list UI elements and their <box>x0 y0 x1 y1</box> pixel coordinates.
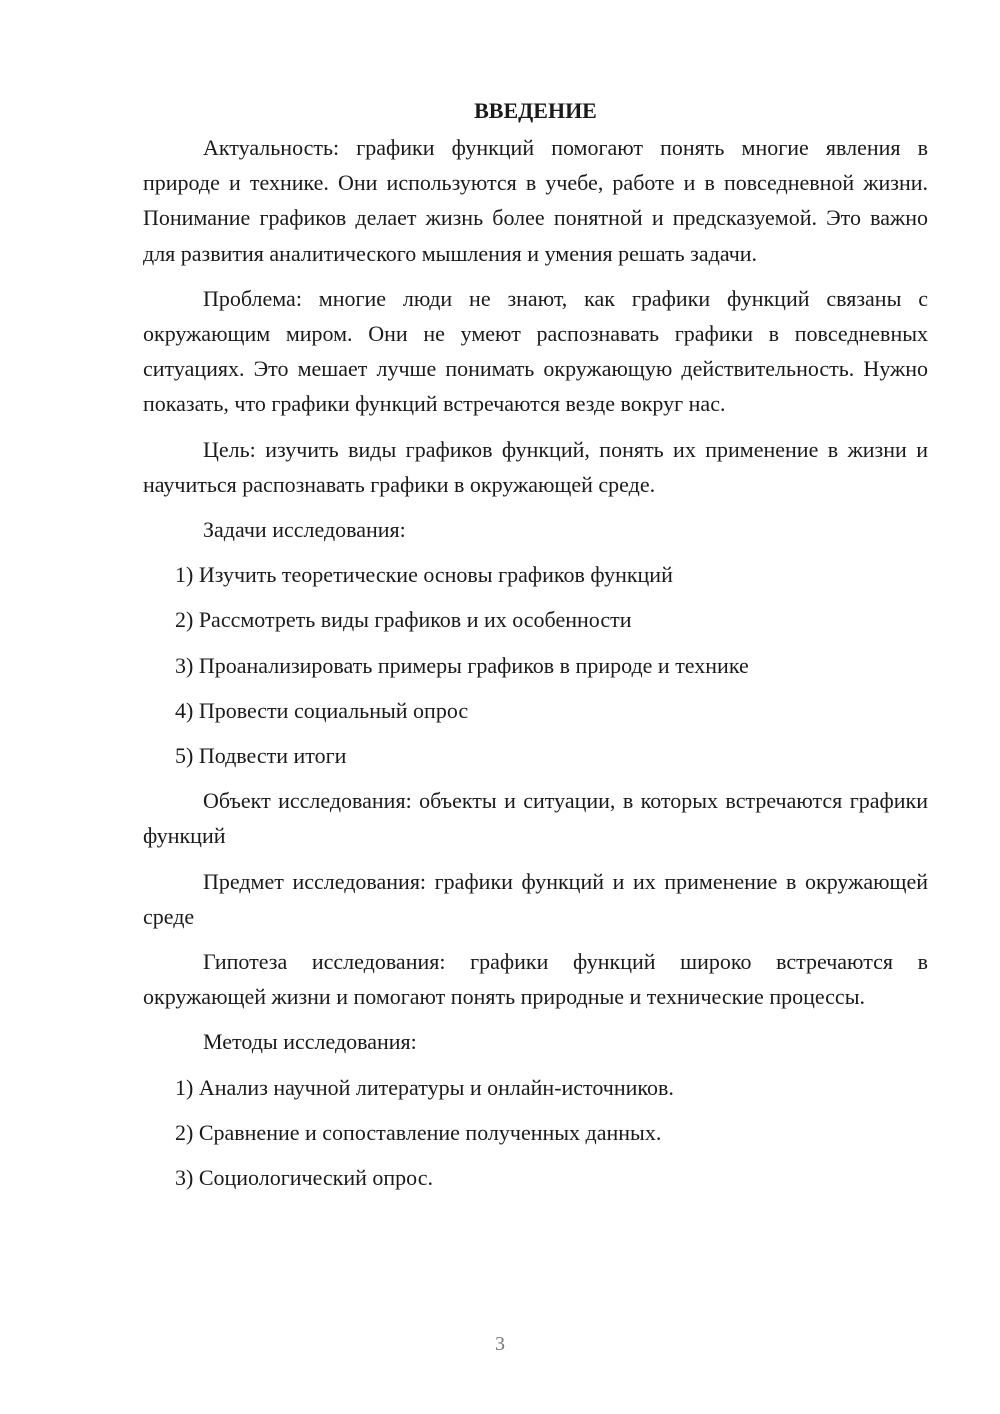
tasks-heading: Задачи исследования: <box>203 517 406 543</box>
object-paragraph: Объект исследования: объекты и ситуации, в которых встречаются графики функций <box>143 788 928 849</box>
method-item: 1) Анализ научной литературы и онлайн-источников. <box>175 1074 674 1100</box>
relevance-paragraph: Актуальность: графики функций помогают понять многие явления в природе и технике. Они используются в учебе, работе и в повседневной жизни. Понимание графиков делает жизнь более понятной и предсказуемой. Это важно для развития аналитического мышления и умения решать задачи. <box>143 135 928 266</box>
methods-list <box>143 1070 928 1196</box>
hypothesis-paragraph: Гипотеза исследования: графики функций широко встречаются в окружающей жизни и помогают понять природные и технические процессы. <box>143 949 928 1010</box>
method-item: 3) Социологический опрос. <box>175 1165 433 1191</box>
methods-heading: Методы исследования: <box>203 1029 417 1055</box>
section-title: ВВЕДЕНИЕ <box>474 98 597 123</box>
task-item: 4) Провести социальный опрос <box>175 697 469 723</box>
subject-paragraph: Предмет исследования: графики функций и их применение в окружающей среде <box>143 868 928 929</box>
task-item: 5) Подвести итоги <box>175 743 347 769</box>
method-item: 2) Сравнение и сопоставление полученных данных. <box>175 1119 662 1145</box>
tasks-list <box>143 557 928 773</box>
task-item: 1) Изучить теоретические основы графиков функций <box>175 562 673 588</box>
document-page <box>143 93 928 1205</box>
problem-paragraph: Проблема: многие люди не знают, как графики функций связаны с окружающим миром. Они не умеют распознавать графики в повседневных ситуациях. Это мешает лучше понимать окружающую действительность. Нужно показать, что графики функций встречаются везде вокруг нас. <box>143 285 928 417</box>
task-item: 3) Проанализировать примеры графиков в природе и технике <box>175 652 749 678</box>
goal-paragraph: Цель: изучить виды графиков функций, понять их применение в жизни и научиться распознавать графики в окружающей среде. <box>143 436 928 497</box>
page-number: 3 <box>495 1333 505 1355</box>
task-item: 2) Рассмотреть виды графиков и их особенности <box>175 607 632 633</box>
